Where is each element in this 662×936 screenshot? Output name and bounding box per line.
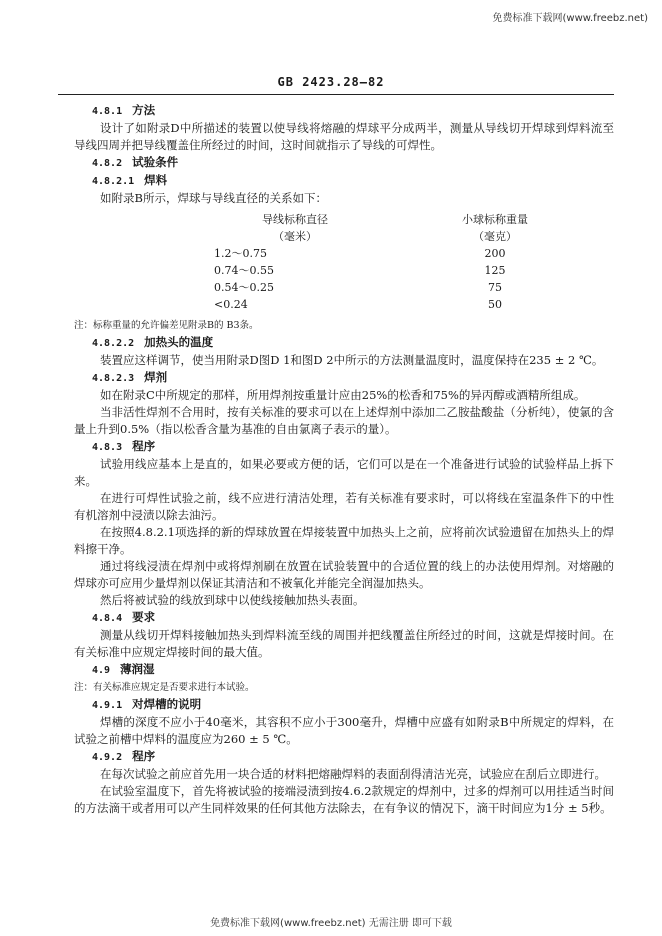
weight-cell: 50 bbox=[488, 298, 502, 311]
section-number: 4.8.2.1 bbox=[92, 176, 135, 187]
section-title: 焊剂 bbox=[144, 370, 168, 384]
section-title: 方法 bbox=[132, 103, 156, 117]
section-title: 对焊槽的说明 bbox=[132, 697, 202, 711]
document-body bbox=[74, 102, 614, 817]
diameter-cell: <0.24 bbox=[214, 298, 248, 311]
section-title: 要求 bbox=[132, 610, 156, 624]
section-heading bbox=[74, 661, 614, 679]
weight-cell: 125 bbox=[484, 264, 506, 277]
section-title: 程序 bbox=[132, 749, 156, 763]
section-heading bbox=[74, 172, 614, 190]
paragraph: 试验用线应基本上是直的，如果必要或方便的话，它们可以是在一个准备进行试验的试验样品上拆下来。 bbox=[74, 457, 614, 488]
section-heading bbox=[74, 696, 614, 714]
section-number: 4.8.2.3 bbox=[92, 373, 135, 384]
table-row bbox=[210, 279, 570, 296]
bottom-watermark: 免费标准下载网(www.freebz.net) 无需注册 即可下载 bbox=[210, 918, 452, 929]
section-number: 4.9.1 bbox=[92, 700, 123, 711]
diameter-cell: 0.74～0.55 bbox=[214, 264, 274, 277]
paragraph: 焊槽的深度不应小于40毫米，其容积不应小于300毫升，焊槽中应盛有如附录B中所规定的焊料，在试验之前槽中焊料的温度应为260 ± 5 ℃。 bbox=[74, 715, 614, 746]
section-number: 4.9 bbox=[92, 665, 111, 676]
column-unit: （毫克） bbox=[473, 230, 517, 243]
paragraph: 设计了如附录D中所描述的装置以使导线将熔融的焊球平分成两半，测量从导线切开焊球到焊料流至导线四周并把导线覆盖住所经过的时间，这时间就指示了导线的可焊性。 bbox=[74, 121, 614, 152]
ball-weight-table bbox=[210, 211, 570, 313]
paragraph: 如附录B所示，焊球与导线直径的关系如下： bbox=[100, 191, 327, 205]
table-unit-row bbox=[210, 228, 570, 245]
paragraph: 在每次试验之前应首先用一块合适的材料把熔融焊料的表面刮得清洁光亮，试验应在刮后立即进行。 bbox=[100, 767, 606, 781]
paragraph: 在进行可焊性试验之前，线不应进行清洁处理，若有关标准有要求时，可以将线在室温条件下的中性有机溶剂中浸渍以除去油污。 bbox=[74, 491, 614, 522]
section-title: 薄润湿 bbox=[120, 662, 155, 676]
diameter-cell: 0.54～0.25 bbox=[214, 281, 274, 294]
section-title: 试验条件 bbox=[132, 155, 179, 169]
section-number: 4.8.3 bbox=[92, 442, 123, 453]
section-number: 4.8.2.2 bbox=[92, 338, 135, 349]
table-row bbox=[210, 296, 570, 313]
column-header: 导线标称直径 bbox=[262, 213, 328, 226]
table-row bbox=[210, 262, 570, 279]
section-heading bbox=[74, 102, 614, 120]
paragraph: 在按照4.8.2.1项选择的新的焊球放置在焊接装置中加热头上之前，应将前次试验遗留在加热头上的焊料擦干净。 bbox=[74, 525, 614, 556]
top-watermark: 免费标准下载网(www.freebz.net) bbox=[492, 13, 648, 24]
weight-cell: 200 bbox=[484, 247, 506, 260]
paragraph: 在试验室温度下，首先将被试验的接端浸渍到按4.6.2款规定的焊剂中，过多的焊剂可以用挂适当时间的方法滴干或者用可以产生同样效果的任何其他方法除去，在有争议的情况下，滴干时间应为1分 ± 5秒。 bbox=[74, 784, 614, 815]
section-title: 加热头的温度 bbox=[144, 335, 214, 349]
note: 注：有关标准应规定是否要求进行本试验。 bbox=[74, 682, 255, 693]
section-title: 焊料 bbox=[144, 173, 168, 187]
section-number: 4.8.2 bbox=[92, 158, 123, 169]
header-rule bbox=[58, 94, 614, 95]
paragraph: 当非活性焊剂不合用时，按有关标准的要求可以在上述焊剂中添加二乙胺盐酸盐（分析纯），使氯的含量上升到0.5%（指以松香含量为基准的自由氯离子表示的量）。 bbox=[74, 405, 614, 436]
section-number: 4.9.2 bbox=[92, 752, 123, 763]
note: 注：标称重量的允许偏差见附录B的 B3条。 bbox=[74, 320, 259, 331]
section-heading bbox=[74, 154, 614, 172]
section-title: 程序 bbox=[132, 439, 156, 453]
table-row bbox=[210, 245, 570, 262]
paragraph: 然后将被试验的线放到球中以使线接触加热头表面。 bbox=[100, 593, 365, 607]
diameter-cell: 1.2～0.75 bbox=[214, 247, 267, 260]
paragraph: 通过将线浸渍在焊剂中或将焊剂刷在放置在试验装置中的合适位置的线上的办法使用焊剂。对熔融的焊球亦可应用少量焊剂以保证其清洁和不被氧化并能完全润湿加热头。 bbox=[74, 559, 614, 590]
standard-number-header: GB 2423.28—82 bbox=[277, 75, 385, 89]
weight-cell: 75 bbox=[488, 281, 502, 294]
section-heading bbox=[74, 369, 614, 387]
table-header-row bbox=[210, 211, 570, 228]
section-heading bbox=[74, 748, 614, 766]
paragraph: 测量从线切开焊料接触加热头到焊料流至线的周围并把线覆盖住所经过的时间，这就是焊接时间。在有关标准中应规定焊接时间的最大值。 bbox=[74, 628, 614, 659]
section-heading bbox=[74, 609, 614, 627]
column-header: 小球标称重量 bbox=[462, 213, 528, 226]
paragraph: 装置应这样调节，使当用附录D图D 1和图D 2中所示的方法测量温度时，温度保持在235 ± 2 ℃。 bbox=[100, 353, 604, 367]
column-unit: （毫米） bbox=[273, 230, 317, 243]
section-heading bbox=[74, 438, 614, 456]
section-number: 4.8.4 bbox=[92, 613, 123, 624]
paragraph: 如在附录C中所规定的那样，所用焊剂按重量计应由25%的松香和75%的异丙醇或酒精所组成。 bbox=[100, 388, 586, 402]
section-number: 4.8.1 bbox=[92, 106, 123, 117]
section-heading bbox=[74, 334, 614, 352]
